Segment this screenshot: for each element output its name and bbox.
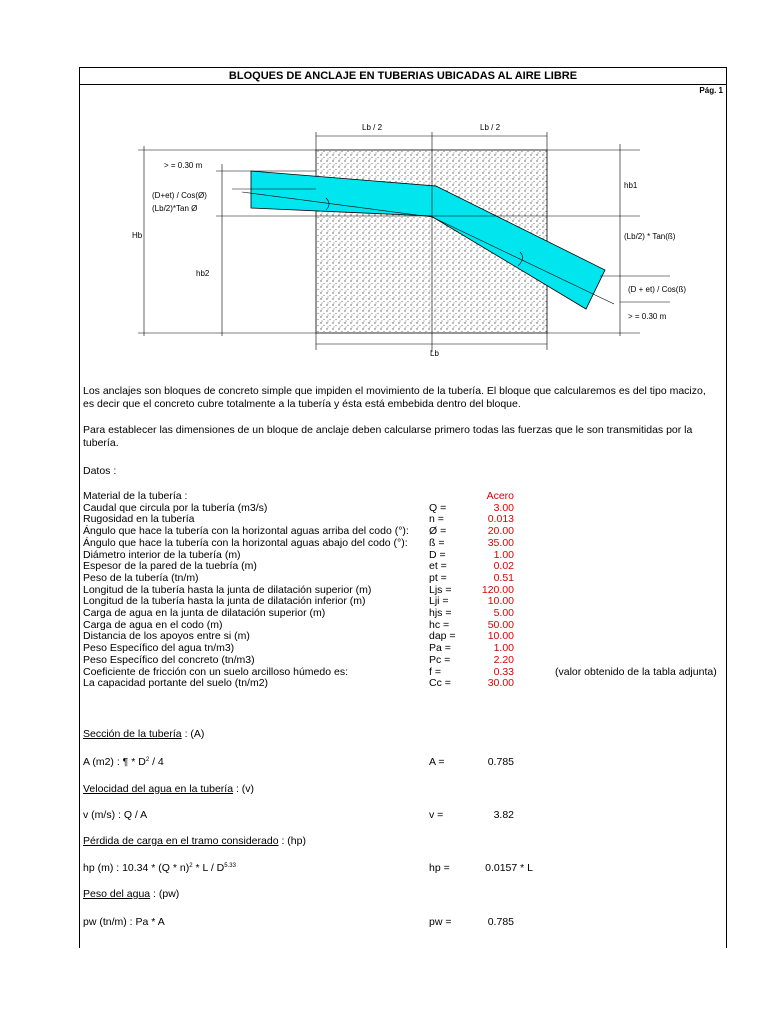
data-row-symbol: Cc = — [429, 677, 451, 690]
label-lb-tan-beta: (Lb/2) * Tan(ß) — [624, 232, 676, 241]
data-row-value: 2.20 — [493, 653, 514, 666]
data-row-symbol: f = — [429, 665, 441, 678]
area-formula: A (m2) : ¶ * $D^2 / 4$ — [83, 756, 164, 768]
data-row-label: Peso de la tubería (tn/m) — [83, 571, 199, 584]
data-row-label: La capacidad portante del suelo (tn/m2) — [83, 677, 269, 690]
data-row-symbol: dap = — [429, 630, 456, 643]
label-d-et-cos-beta: (D + et) / Cos(ß) — [628, 285, 687, 294]
data-row-symbol: Pc = — [429, 653, 451, 666]
document-title: BLOQUES DE ANCLAJE EN TUBERIAS UBICADAS AL AIRE LIBRE — [80, 68, 726, 85]
section-area-heading: Sección de la tubería : (A) — [83, 728, 205, 740]
label-hb2: hb2 — [196, 269, 210, 278]
data-row-symbol: Q = — [429, 501, 447, 514]
intro-paragraph-1: Los anclajes son bloques de concreto simple que impiden el movimiento de la tubería. El bloque que calcularemos es del tipo macizo, es decir que el concreto cubre totalmente a la tubería y ésta está embebida dentro del bloque. — [83, 385, 706, 410]
velocity-formula: v (m/s) : Q / A — [83, 809, 148, 821]
data-row-value: 0.02 — [493, 560, 514, 573]
data-row-label: Distancia de los apoyos entre si (m) — [83, 630, 250, 643]
data-row-value: 30.00 — [487, 677, 514, 690]
weight-symbol: pw = — [429, 916, 452, 928]
data-row-value: 1.00 — [493, 548, 514, 561]
section-velocity-heading: Velocidad del agua en la tubería : (v) — [83, 783, 255, 795]
velocity-calc-row — [83, 809, 723, 822]
label-lb: Lb — [430, 349, 439, 358]
loss-symbol: hp = — [429, 862, 450, 874]
data-row-value: 20.00 — [487, 525, 514, 538]
data-row-value: 1.00 — [493, 642, 514, 655]
data-row-label: Diámetro interior de la tubería (m) — [83, 548, 241, 561]
data-row-value: 5.00 — [493, 607, 514, 619]
data-row-label: Peso Específico del agua tn/m3) — [83, 642, 235, 655]
data-row-value: 50.00 — [487, 618, 514, 631]
weight-formula: pw (tn/m) : Pa * A — [83, 916, 165, 928]
data-row-label: Espesor de la pared de la tuebría (m) — [83, 560, 257, 573]
data-row-value: 35.00 — [487, 536, 514, 549]
data-row-label: Longitud de la tubería hasta la junta de dilatación superior (m) — [83, 583, 372, 596]
data-row-symbol: hjs = — [429, 607, 452, 619]
weight-calc-row — [83, 916, 723, 929]
data-row-symbol: Lji = — [429, 595, 449, 608]
data-row-label: Peso Específico del concreto (tn/m3) — [83, 653, 255, 666]
velocity-value: 3.82 — [493, 809, 514, 821]
data-row-symbol: pt = — [429, 571, 447, 584]
data-row-label: Caudal que circula por la tubería (m3/s) — [83, 501, 268, 514]
data-row-symbol: D = — [429, 548, 446, 561]
data-row-value: 0.013 — [487, 513, 514, 526]
data-row-symbol: ß = — [429, 536, 445, 549]
data-row-value: 0.51 — [493, 571, 514, 584]
data-row-symbol: Ø = — [429, 525, 447, 538]
data-row-value: 10.00 — [487, 630, 514, 643]
section-loss-heading: Pérdida de carga en el tramo considerado : (hp) — [83, 835, 306, 847]
data-row-value: Acero — [486, 490, 514, 502]
page-number: Pág. 1 — [699, 86, 723, 95]
area-value: 0.785 — [487, 756, 514, 768]
data-row-symbol: Pa = — [429, 642, 451, 655]
area-symbol: A = — [429, 756, 445, 768]
data-row-symbol: n = — [429, 513, 444, 526]
data-row-value: 0.33 — [493, 665, 514, 678]
data-row-label: Ángulo que hace la tubería con la horizontal aguas abajo del codo (°): — [83, 536, 408, 549]
section-weight-heading: Peso del agua : (pw) — [83, 888, 180, 900]
velocity-symbol: v = — [429, 809, 444, 821]
label-min-bottom: > = 0.30 m — [628, 312, 667, 321]
label-d-et-cos-phi: (D+et) / Cos(Ø) — [152, 191, 207, 200]
label-hb1: hb1 — [624, 181, 638, 190]
data-row-symbol: Ljs = — [429, 583, 452, 596]
anchor-block-diagram — [80, 124, 726, 368]
loss-formula: hp (m) : 10.34 * (Q * n)$^2$ * L / $D^{5.33}$ — [83, 862, 236, 874]
data-row-label: Material de la tubería : — [83, 490, 188, 502]
data-row-label: Ángulo que hace la tubería con la horizontal aguas arriba del codo (°): — [83, 525, 409, 538]
label-lb-half-right: Lb / 2 — [480, 124, 501, 132]
weight-value: 0.785 — [487, 916, 514, 928]
data-row-label: Carga de agua en el codo (m) — [83, 618, 223, 631]
data-row-value: 3.00 — [493, 501, 514, 514]
sheet — [79, 67, 727, 948]
datos-label: Datos : — [83, 465, 117, 477]
data-row-note: (valor obtenido de la tabla adjunta) — [555, 665, 717, 678]
label-min-top: > = 0.30 m — [164, 161, 203, 170]
data-row-label: Rugosidad en la tubería — [83, 513, 195, 526]
area-calc-row — [83, 756, 723, 769]
data-row-value: 10.00 — [487, 595, 514, 608]
loss-calc-row — [83, 862, 723, 875]
data-row-symbol: et = — [429, 560, 447, 573]
data-row-symbol: hc = — [429, 618, 450, 631]
data-row-label: Longitud de la tubería hasta la junta de dilatación inferior (m) — [83, 595, 366, 608]
data-row-label: Carga de agua en la junta de dilatación superior (m) — [83, 607, 326, 619]
data-row-value: 120.00 — [481, 583, 514, 596]
label-hb: Hb — [132, 231, 143, 240]
loss-value: 0.0157 * L — [485, 862, 533, 874]
data-row-label: Coeficiente de fricción con un suelo arcilloso húmedo es: — [83, 665, 348, 678]
intro-paragraph-2: Para establecer las dimensiones de un bloque de anclaje deben calcularse primero todas las fuerzas que le son transmitidas por la tubería. — [83, 424, 693, 449]
label-lb-half-left: Lb / 2 — [362, 124, 383, 132]
label-lb-tan-phi: (Lb/2)*Tan Ø — [152, 204, 198, 213]
data-row — [83, 677, 723, 690]
